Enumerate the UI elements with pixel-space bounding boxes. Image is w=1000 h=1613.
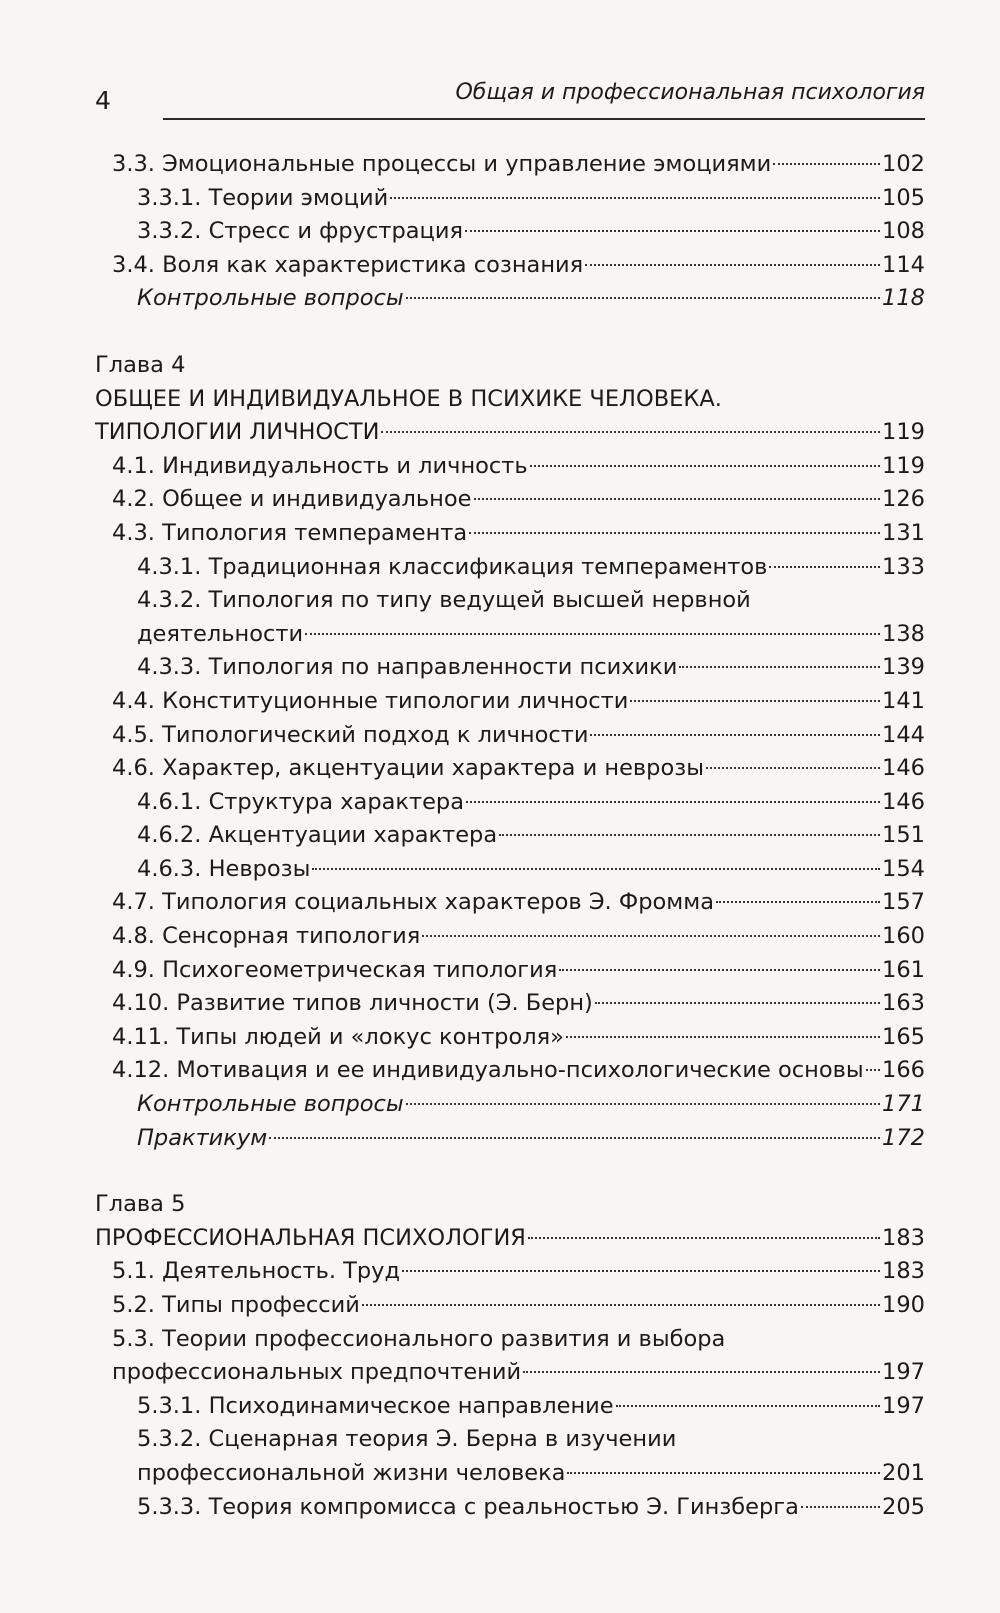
toc-entry-text: ПРОФЕССИОНАЛЬНАЯ ПСИХОЛОГИЯ: [95, 1224, 526, 1251]
toc-entry-title: [137, 786, 464, 820]
toc-entry-text: Воля как характеристика сознания: [162, 251, 584, 278]
toc-entry-number: 4.6.: [112, 755, 155, 782]
toc-entry: [95, 819, 925, 853]
toc-entry-text: Стресс и фрустрация: [208, 218, 464, 245]
toc-entry-page: 151: [882, 822, 925, 849]
toc-entry-text: Типология темперамента: [162, 519, 468, 546]
toc-entry: [95, 987, 925, 1021]
toc-entry: [95, 1255, 925, 1289]
toc-entry-text: ТИПОЛОГИИ ЛИЧНОСТИ: [95, 419, 380, 446]
toc-entry-text: Сенсорная типология: [162, 923, 421, 950]
dot-leader: [595, 1002, 880, 1004]
toc-entry-text: профессиональных предпочтений: [112, 1359, 522, 1386]
dot-leader: [716, 901, 880, 903]
toc-entry: [95, 853, 925, 887]
dot-leader: [528, 1237, 880, 1239]
toc-entry: [95, 920, 925, 954]
toc-text: ОБЩЕЕ И ИНДИВИДУАЛЬНОЕ В ПСИХИКЕ ЧЕЛОВЕКА.: [95, 385, 722, 412]
dot-leader: [390, 197, 880, 199]
toc-entry: [95, 450, 925, 484]
toc-entry: [95, 651, 925, 685]
toc-entry: [95, 685, 925, 719]
toc-entry-text: Типологический подход к личности: [162, 721, 589, 748]
toc-entry: [95, 1021, 925, 1055]
toc-entry-page: 119: [882, 419, 925, 446]
toc-entry-title: [95, 416, 379, 450]
toc-entry-page: 138: [882, 620, 925, 647]
dot-leader: [866, 1069, 880, 1071]
dot-leader: [406, 297, 880, 299]
toc-entry-text: Типология социальных характеров Э. Фромма: [162, 889, 715, 916]
toc-entry-title: [112, 517, 467, 551]
toc-entry-title: [137, 215, 463, 249]
dot-leader: [465, 230, 880, 232]
toc-heading-line: [95, 349, 925, 383]
toc-entry-title: [137, 182, 388, 216]
toc-entry: [95, 1122, 925, 1156]
toc-entry-text: Типы профессий: [162, 1292, 360, 1318]
toc-entry-number: 4.8.: [112, 923, 155, 950]
dot-leader: [567, 1472, 880, 1474]
toc-entry-page: 146: [882, 755, 925, 782]
toc-text: 5.3. Теории профессионального развития и выбора: [112, 1325, 726, 1352]
toc-entry-page: 197: [882, 1359, 925, 1386]
toc-entry-page: 205: [882, 1493, 925, 1520]
toc-entry: [95, 618, 925, 652]
toc-entry-number: 3.4.: [112, 251, 155, 278]
toc-entry-text: Традиционная классификация темпераментов: [208, 553, 768, 580]
dot-leader: [305, 633, 880, 635]
toc-entry-text: Характер, акцентуации характера и неврозы: [162, 755, 704, 782]
toc-entry-text: Теория компромисса с реальностью Э. Гинзберга: [208, 1493, 799, 1520]
dot-leader: [499, 834, 880, 836]
dot-leader: [312, 868, 880, 870]
toc-entry: [95, 148, 925, 182]
toc-entry-text: Психогеометрическая типология: [162, 956, 558, 983]
dot-leader: [769, 566, 880, 568]
toc-entry-page: 108: [882, 218, 925, 245]
toc-text: Глава 5: [95, 1191, 186, 1218]
toc-entry-title: [112, 1289, 360, 1323]
toc-entry-text: Психодинамическое направление: [208, 1392, 614, 1419]
dot-leader: [616, 1405, 880, 1407]
toc-entry-text: Структура характера: [208, 788, 464, 815]
toc-entry-number: 4.3.: [112, 519, 155, 546]
toc-entry: [95, 786, 925, 820]
toc-entry: [95, 1457, 925, 1491]
toc-entry-page: 161: [882, 956, 925, 983]
toc-entry-number: 4.1.: [112, 452, 155, 479]
toc-entry-page: 171: [882, 1091, 925, 1118]
toc-entry-page: 183: [882, 1258, 925, 1285]
page-header: [95, 80, 925, 120]
toc-entry-number: 3.3.: [112, 151, 155, 177]
toc-entry-number: 4.6.1.: [137, 788, 202, 815]
toc-entry-text: Типология по направленности психики: [208, 654, 678, 681]
toc-entry-title: [112, 1021, 564, 1055]
toc-entry-title: [112, 1255, 400, 1289]
toc-entry-number: 4.9.: [112, 956, 155, 983]
toc-entry-title: [137, 1390, 614, 1424]
toc-entry-number: 4.5.: [112, 721, 155, 748]
toc-entry-page: 131: [882, 519, 925, 546]
toc-entry-number: 4.3.1.: [137, 553, 202, 580]
dot-leader: [362, 1304, 880, 1306]
toc-entry-title: [112, 1356, 521, 1390]
toc-entry-title: [137, 618, 303, 652]
toc-entry-number: 5.3.3.: [137, 1493, 202, 1520]
toc-entry-text: Мотивация и ее индивидуально-психологические основы: [176, 1057, 864, 1084]
toc-entry-title: [137, 853, 310, 887]
toc-entry-text: Контрольные вопросы: [137, 1091, 404, 1118]
dot-leader: [566, 1036, 880, 1038]
toc-entry-title: [112, 752, 704, 786]
toc-entry-number: 4.6.3.: [137, 855, 202, 882]
toc-entry-title: [112, 1054, 864, 1088]
toc-entry-text: Деятельность. Труд: [162, 1258, 401, 1285]
toc-entry-page: 118: [882, 285, 925, 312]
toc-entry-page: 146: [882, 788, 925, 815]
toc-entry-text: Практикум: [137, 1124, 268, 1151]
dot-leader: [422, 935, 880, 937]
toc-entry-page: 102: [882, 151, 925, 177]
toc-entry-title: [112, 483, 472, 517]
toc-entry-title: [95, 1222, 526, 1256]
toc-entry-page: 183: [882, 1224, 925, 1251]
toc-entry: [95, 954, 925, 988]
toc-entry-number: 5.3.1.: [137, 1392, 202, 1419]
toc-entry-page: 157: [882, 889, 925, 916]
toc-entry-number: 4.6.2.: [137, 822, 202, 849]
header-rule: [163, 118, 925, 120]
toc-entry: [95, 1289, 925, 1323]
dot-leader: [630, 700, 880, 702]
toc-entry: [95, 517, 925, 551]
toc-entry-text: Индивидуальность и личность: [162, 452, 528, 479]
toc-entry: [95, 483, 925, 517]
dot-leader: [773, 163, 880, 165]
toc-entry-text: Эмоциональные процессы и управление эмоциями: [162, 151, 772, 177]
toc-entry-page: 154: [882, 855, 925, 882]
toc-entry: [95, 1356, 925, 1390]
toc-entry-title: [112, 886, 714, 920]
toc-entry-page: 190: [882, 1292, 925, 1318]
toc-entry-title: [112, 148, 771, 182]
toc-entry-number: 3.3.1.: [137, 184, 202, 211]
toc-entry-page: 197: [882, 1392, 925, 1419]
toc-entry: [95, 1222, 925, 1256]
toc-entry-title: [137, 819, 497, 853]
toc-entry-text: Акцентуации характера: [208, 822, 498, 849]
dot-leader: [679, 666, 880, 668]
toc-entry-title: [137, 1457, 565, 1491]
toc-entry-page: 201: [882, 1459, 925, 1486]
toc-entry-text: Теории эмоций: [208, 184, 389, 211]
running-title: Общая и профессиональная психология: [455, 80, 925, 105]
toc-entry-page: 172: [882, 1124, 925, 1151]
dot-leader: [559, 969, 880, 971]
toc-entry: [95, 182, 925, 216]
toc-entry-title: [112, 719, 588, 753]
dot-leader: [469, 532, 880, 534]
section-gap: [95, 316, 925, 349]
toc-entry-number: 5.1.: [112, 1258, 155, 1285]
toc-heading-line: [95, 383, 925, 417]
dot-leader: [466, 801, 880, 803]
toc-entry-page: 144: [882, 721, 925, 748]
dot-leader: [590, 734, 880, 736]
toc-entry-title: [112, 954, 557, 988]
dot-leader: [406, 1103, 880, 1105]
toc-entry: [95, 1054, 925, 1088]
toc-entry-text: Развитие типов личности (Э. Берн): [176, 990, 593, 1017]
toc-entry-title: [112, 249, 583, 283]
toc-entry-page: 165: [882, 1023, 925, 1050]
toc-entry-title: [112, 685, 628, 719]
toc-entry-title: [112, 920, 420, 954]
table-of-contents: [95, 148, 925, 1524]
dot-leader: [474, 498, 881, 500]
dot-leader: [801, 1506, 880, 1508]
toc-entry-page: 119: [882, 452, 925, 479]
toc-entry-number: 4.3.3.: [137, 654, 202, 681]
dot-leader: [269, 1137, 880, 1139]
toc-entry: [95, 282, 925, 316]
toc-entry: [95, 249, 925, 283]
toc-text: Глава 4: [95, 351, 186, 378]
toc-entry-page: 133: [882, 553, 925, 580]
toc-entry-text: профессиональной жизни человека: [137, 1459, 566, 1486]
dot-leader: [402, 1270, 880, 1272]
toc-entry: [95, 719, 925, 753]
toc-text: 4.3.2. Типология по типу ведущей высшей нервной: [137, 587, 751, 614]
section-gap: [95, 1155, 925, 1188]
dot-leader: [706, 767, 880, 769]
toc-entry-text: Контрольные вопросы: [137, 285, 404, 312]
page-number: 4: [95, 86, 111, 115]
toc-entry-title: [137, 1122, 267, 1156]
toc-entry-title: [137, 551, 767, 585]
toc-entry-page: 166: [882, 1057, 925, 1084]
dot-leader: [523, 1371, 880, 1373]
toc-entry-title: [137, 1088, 404, 1122]
toc-entry: [95, 752, 925, 786]
toc-entry-number: 3.3.2.: [137, 218, 202, 245]
toc-entry-page: 141: [882, 687, 925, 714]
toc-heading-line: [95, 1188, 925, 1222]
toc-entry-number: 4.12.: [112, 1057, 170, 1084]
toc-entry-page: 160: [882, 923, 925, 950]
dot-leader: [530, 465, 880, 467]
toc-heading-line: [95, 584, 925, 618]
toc-entry-title: [137, 651, 677, 685]
toc-entry-title: [137, 1491, 799, 1525]
toc-heading-line: [95, 1323, 925, 1357]
toc-entry: [95, 1491, 925, 1525]
toc-text: 5.3.2. Сценарная теория Э. Берна в изучении: [137, 1426, 677, 1453]
toc-entry-number: 4.7.: [112, 889, 155, 916]
toc-entry-text: Типы людей и «локус контроля»: [176, 1023, 564, 1050]
toc-entry-number: 4.10.: [112, 990, 170, 1017]
toc-heading-line: [95, 1423, 925, 1457]
toc-entry-number: 5.2.: [112, 1292, 155, 1318]
toc-entry: [95, 416, 925, 450]
toc-entry-number: 4.2.: [112, 486, 155, 513]
toc-entry-number: 4.4.: [112, 687, 155, 714]
toc-entry-page: 126: [882, 486, 925, 513]
toc-entry-text: Общее и индивидуальное: [162, 486, 472, 513]
toc-entry: [95, 215, 925, 249]
toc-entry-page: 105: [882, 184, 925, 211]
toc-entry: [95, 886, 925, 920]
toc-entry-title: [137, 282, 404, 316]
toc-entry-text: деятельности: [137, 620, 304, 647]
toc-entry: [95, 1088, 925, 1122]
toc-entry-number: 4.11.: [112, 1023, 170, 1050]
toc-entry-title: [112, 450, 528, 484]
toc-entry-text: Неврозы: [208, 855, 311, 882]
dot-leader: [381, 431, 880, 433]
toc-entry-title: [112, 987, 593, 1021]
dot-leader: [585, 264, 880, 266]
toc-entry: [95, 551, 925, 585]
toc-entry-text: Конституционные типологии личности: [162, 687, 629, 714]
toc-entry-page: 139: [882, 654, 925, 681]
toc-entry-page: 114: [882, 251, 925, 278]
toc-entry: [95, 1390, 925, 1424]
toc-entry-page: 163: [882, 990, 925, 1017]
